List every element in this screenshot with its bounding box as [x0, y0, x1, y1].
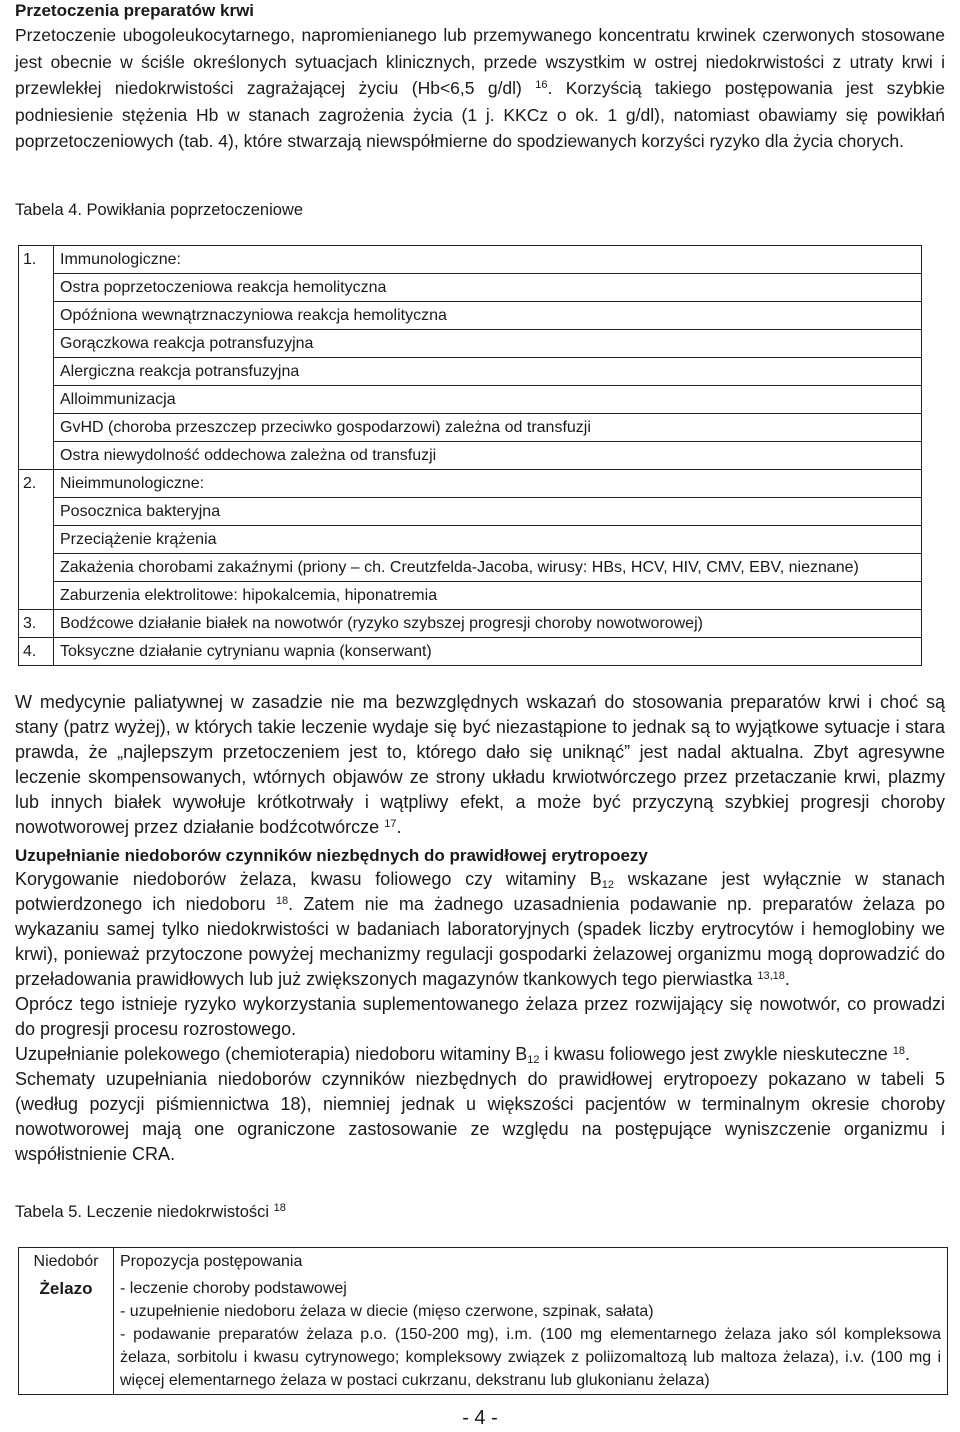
- paragraph-text: Przetoczenie ubogoleukocytarnego, napromienianego lub przemywanego koncentratu krwinek czerwonych stosowane jest obecnie w ściśle określonych sytuacjach klinicznych, przede wszystkim w ostrej niedokrwistości z utraty krwi i przewlekłej niedokrwistości zagrażającej życiu (Hb<6,5 g/dl): [15, 25, 945, 98]
- row-number: 2.: [19, 470, 54, 498]
- paragraph-text: wskazane jest wyłącznie w stanach potwierdzonego ich niedoboru: [15, 869, 945, 914]
- row-number: [19, 582, 54, 610]
- row-number: [19, 442, 54, 470]
- subscript: 12: [527, 1054, 540, 1066]
- table-caption: Tabela 4. Powikłania poprzetoczeniowe: [15, 201, 304, 219]
- row-text: Zakażenia chorobami zakaźnymi (priony – ch. Creutzfelda-Jacoba, wirusy: HBs, HCV, HIV, CMV, EBV, nieznane): [54, 554, 922, 582]
- table-caption: [15, 1203, 286, 1222]
- table-row: [19, 554, 922, 582]
- complications-table: [18, 245, 922, 666]
- paragraph-text: . Zatem nie ma żadnego uzasadnienia podawanie np. preparatów żelaza po wykazaniu samej tylko niedokrwistości w badaniach laboratoryjnych (spadek liczby erytrocytów i hemoglobiny we krwi), ponieważ przytoczone powyżej mechanizmy regulacji gospodarki żelazowej organizmu mogą doprowadzić do przeładowania prawidłowych lub już zwiększonych magazynów tkankowych tego pierwiastka: [15, 894, 945, 989]
- row-text: GvHD (choroba przeszczep przeciwko gospodarzowi) zależna od transfuzji: [54, 414, 922, 442]
- table-row: [19, 610, 922, 638]
- table-row: [19, 1275, 948, 1395]
- table-row: [19, 358, 922, 386]
- row-number: [19, 498, 54, 526]
- row-text: Gorączkowa reakcja potransfuzyjna: [54, 330, 922, 358]
- reference-number: 17: [384, 818, 397, 830]
- reference-number: 18: [892, 1045, 905, 1057]
- reference-number: 18: [275, 895, 289, 907]
- page-number: - 4 -: [462, 1407, 498, 1429]
- table-header-cell: Niedobór: [19, 1248, 114, 1276]
- section-heading: Uzupełnianie niedoborów czynników niezbędnych do prawidłowej erytropoezy: [15, 846, 648, 865]
- paragraph-text: i kwasu foliowego jest zwykle nieskuteczne: [539, 1044, 888, 1064]
- table-row: [19, 498, 922, 526]
- row-text: Toksyczne działanie cytrynianu wapnia (konserwant): [54, 638, 922, 666]
- row-text: Immunologiczne:: [54, 246, 922, 274]
- paragraph: [15, 1042, 945, 1067]
- paragraph-text: Korygowanie niedoborów żelaza, kwasu foliowego czy witaminy B: [15, 869, 602, 889]
- paragraph: [15, 22, 945, 155]
- paragraph-text: Uzupełnianie polekowego (chemioterapia) niedoboru witaminy B: [15, 1044, 528, 1064]
- table-5-wrapper: [15, 1247, 948, 1395]
- row-number: [19, 302, 54, 330]
- row-number: [19, 526, 54, 554]
- table-row: [19, 274, 922, 302]
- row-text: Przeciążenie krążenia: [54, 526, 922, 554]
- paragraph-text: .: [784, 969, 790, 989]
- subscript: 12: [601, 879, 614, 891]
- section-transfusion: [15, 0, 945, 155]
- section-erythropoiesis: [15, 845, 945, 1167]
- table-cell: [19, 1275, 114, 1395]
- table-row: [19, 330, 922, 358]
- row-text: Nieimmunologiczne:: [54, 470, 922, 498]
- table-header-cell: Propozycja postępowania: [114, 1248, 948, 1276]
- paragraph-text: . Korzyścią takiego postępowania jest szybkie podniesienie stężenia Hb w stanach zagrożenia życia (1 j. KKCz o ok. 1 g/dl), natomiast obawiamy się powikłań poprzetoczeniowych (tab. 4), które stwarzają niewspółmierne do spodziewanych korzyści ryzyko dla życia chorych.: [15, 78, 945, 151]
- row-number: [19, 386, 54, 414]
- table-row: [19, 414, 922, 442]
- table-row: [19, 526, 922, 554]
- paragraph: Oprócz tego istnieje ryzyko wykorzystania suplementowanego żelaza przez rozwijający się nowotwór, co prowadzi do progresji procesu rozrostowego.: [15, 994, 945, 1039]
- row-text: Ostra poprzetoczeniowa reakcja hemolityczna: [54, 274, 922, 302]
- paragraph: [15, 690, 945, 840]
- reference-number: 13,18: [757, 970, 785, 982]
- paragraph: [15, 867, 945, 992]
- section-heading: Przetoczenia preparatów krwi: [15, 1, 255, 20]
- table-4-wrapper: [15, 245, 922, 666]
- reference-number: 18: [273, 1202, 286, 1214]
- table-row: [19, 638, 922, 666]
- table-row: [19, 246, 922, 274]
- row-number: 4.: [19, 638, 54, 666]
- treatment-table: [18, 1247, 948, 1395]
- row-number: [19, 330, 54, 358]
- row-text: Zaburzenia elektrolitowe: hipokalcemia, hiponatremia: [54, 582, 922, 610]
- row-number: [19, 554, 54, 582]
- table-row: [19, 442, 922, 470]
- row-label: Żelazo: [39, 1279, 93, 1298]
- table-row: [19, 582, 922, 610]
- row-text: Ostra niewydolność oddechowa zależna od transfuzji: [54, 442, 922, 470]
- table-row: [19, 386, 922, 414]
- row-number: [19, 358, 54, 386]
- paragraph-text: .: [396, 817, 402, 837]
- paragraph-text: .: [904, 1044, 910, 1064]
- table-cell: [114, 1275, 948, 1395]
- row-text: Bodźcowe działanie białek na nowotwór (ryzyko szybszej progresji choroby nowotworowej): [54, 610, 922, 638]
- list-item: - uzupełnienie niedoboru żelaza w diecie (mięso czerwone, szpinak, sałata): [120, 1303, 654, 1320]
- list-item: - podawanie preparatów żelaza p.o. (150-200 mg), i.m. (100 mg elementarnego żelaza jako sól kompleksowa żelaza, sorbitolu i kwasu cytrynowego; kompleksowy związek z poliizomaltozą lub maltoza żelaza), i.v. (100 mg i więcej elementarnego żelaza w postaci cukrzanu, dekstranu lub glukonianu żelaza): [120, 1326, 941, 1389]
- table-row: [19, 302, 922, 330]
- row-text: Posocznica bakteryjna: [54, 498, 922, 526]
- paragraph-text: W medycynie paliatywnej w zasadzie nie ma bezwzględnych wskazań do stosowania preparatów krwi i choć są stany (patrz wyżej), w których takie leczenie wydaje się być niezastąpione to jednak są to wyjątkowe sytuacje i stara prawda, że „najlepszym przetoczeniem jest to, którego dało się uniknąć” jest nadal aktualna. Zbyt agresywne leczenie skompensowanych, wtórnych objawów ze strony układu krwiotwórczego przez przetaczanie krwi, plazmy lub innych białek wywołuje krótkotrwały i wątpliwy efekt, a może być przyczyną szybkiej progresji choroby nowotworowej przez działanie bodźcotwórcze: [15, 692, 945, 837]
- reference-number: 16: [535, 79, 548, 91]
- row-text: Opóźniona wewnątrznaczyniowa reakcja hemolityczna: [54, 302, 922, 330]
- row-text: Alloimmunizacja: [54, 386, 922, 414]
- caption-text: Tabela 5. Leczenie niedokrwistości: [15, 1203, 270, 1221]
- row-text: Alergiczna reakcja potransfuzyjna: [54, 358, 922, 386]
- row-number: [19, 274, 54, 302]
- section-palliative: [15, 690, 945, 840]
- row-number: [19, 414, 54, 442]
- row-number: 3.: [19, 610, 54, 638]
- list-item: - leczenie choroby podstawowej: [120, 1280, 347, 1297]
- table-row: [19, 470, 922, 498]
- paragraph: Schematy uzupełniania niedoborów czynników niezbędnych do prawidłowej erytropoezy pokazano w tabeli 5 (według pozycji piśmiennictwa 18), niemniej jednak u większości pacjentów w terminalnym okresie choroby nowotworowej mają one ograniczone zastosowanie ze względu na postępujące wyniszczenie organizmu i współistnienie CRA.: [15, 1069, 945, 1164]
- row-number: 1.: [19, 246, 54, 274]
- table-header-row: [19, 1248, 948, 1276]
